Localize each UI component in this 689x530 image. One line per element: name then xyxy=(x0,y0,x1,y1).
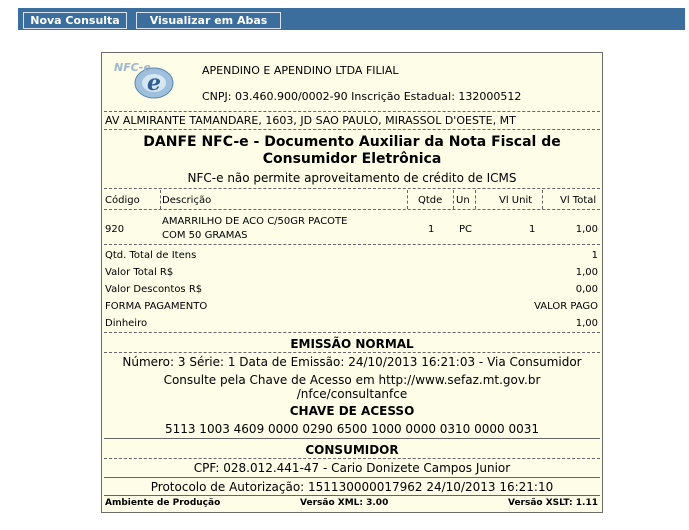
emitente-endereco: AV ALMIRANTE TAMANDARE, 1603, JD SAO PAULO, MIRASSOL D'OESTE, MT xyxy=(105,114,516,127)
divider xyxy=(104,244,600,245)
protocolo-autorizacao: Protocolo de Autorização: 151130000017962 24/10/2013 16:21:10 xyxy=(150,480,554,494)
divider xyxy=(104,111,600,112)
consumidor-info: CPF: 028.012.441-47 - Cario Donizete Campos Junior xyxy=(193,461,511,475)
header-un: Un xyxy=(456,195,470,206)
column-separator xyxy=(542,190,543,209)
emitente-cnpj-ie: CNPJ: 03.460.900/0002-90 Inscrição Estadual: 132000512 xyxy=(202,90,522,103)
header-codigo: Código xyxy=(105,195,140,206)
item-descricao: AMARRILHO DE ACO C/50GR PACOTE xyxy=(162,216,348,227)
valor-descontos-value: 0,00 xyxy=(575,284,598,295)
titulo-linha2: Consumidor Eletrônica xyxy=(262,151,442,167)
divider xyxy=(104,129,600,130)
column-separator xyxy=(160,190,161,209)
qtd-total-value: 1 xyxy=(591,250,598,261)
dinheiro-value: 1,00 xyxy=(575,318,598,329)
emissao-titulo: EMISSÃO NORMAL xyxy=(290,337,414,351)
consulte-chave: Consulte pela Chave de Acesso em http://www.sefaz.mt.gov.br xyxy=(163,373,541,387)
ambiente-label: Ambiente de Produção xyxy=(105,498,221,508)
divider xyxy=(104,438,600,439)
dinheiro-label: Dinheiro xyxy=(105,318,148,329)
column-separator xyxy=(453,190,454,209)
aviso-icms: NFC-e não permite aproveitamento de crédito de ICMS xyxy=(187,171,517,185)
svg-text:e: e xyxy=(147,70,161,96)
header-qtde: Qtde xyxy=(418,195,443,206)
item-descricao: COM 50 GRAMAS xyxy=(162,230,248,241)
nova-consulta-button[interactable]: Nova Consulta xyxy=(23,12,127,29)
item-codigo: 920 xyxy=(105,224,125,235)
chave-titulo: CHAVE DE ACESSO xyxy=(289,404,415,418)
divider xyxy=(104,495,600,496)
versao-xslt: Versão XSLT: 1.11 xyxy=(507,498,598,508)
header-descricao: Descrição xyxy=(162,195,212,206)
divider xyxy=(104,332,600,333)
divider xyxy=(104,458,600,459)
valor-total-label: Valor Total R$ xyxy=(105,267,174,278)
chave-valor: 5113 1003 4609 0000 0290 6500 1000 0000 0310 0000 0031 xyxy=(164,422,540,436)
qtd-total-label: Qtd. Total de Itens xyxy=(105,250,197,261)
divider xyxy=(104,209,600,210)
logo-text: NFC-e xyxy=(114,61,151,74)
visualizar-em-abas-button[interactable]: Visualizar em Abas xyxy=(136,12,281,29)
valor-pago-label: VALOR PAGO xyxy=(534,301,598,312)
valor-total-value: 1,00 xyxy=(575,267,598,278)
top-toolbar xyxy=(18,8,685,30)
valor-descontos-label: Valor Descontos R$ xyxy=(105,284,203,295)
divider xyxy=(104,352,600,353)
emitente-nome: APENDINO E APENDINO LTDA FILIAL xyxy=(202,64,399,77)
divider xyxy=(104,188,600,189)
danfe-receipt xyxy=(101,52,603,513)
column-separator xyxy=(407,190,408,209)
column-separator xyxy=(475,190,476,209)
item-un: PC xyxy=(459,224,473,235)
versao-xml: Versão XML: 3.00 xyxy=(300,498,389,508)
titulo-linha1: DANFE NFC-e - Documento Auxiliar da Nota Fiscal de xyxy=(143,134,561,150)
item-vl-unit: 1 xyxy=(529,224,536,235)
forma-pagamento-label: FORMA PAGAMENTO xyxy=(105,301,208,312)
nfce-logo xyxy=(110,59,176,101)
consumidor-titulo: CONSUMIDOR xyxy=(305,443,399,457)
header-vl-unit: Vl Unit xyxy=(499,195,533,206)
consulte-chave-url: /nfce/consultanfce xyxy=(296,387,408,401)
item-qtde: 1 xyxy=(428,224,435,235)
item-vl-total: 1,00 xyxy=(575,224,598,235)
emissao-info: Número: 3 Série: 1 Data de Emissão: 24/10/2013 16:21:03 - Via Consumidor xyxy=(122,355,582,369)
divider xyxy=(104,477,600,478)
header-vl-total: Vl Total xyxy=(560,195,597,206)
